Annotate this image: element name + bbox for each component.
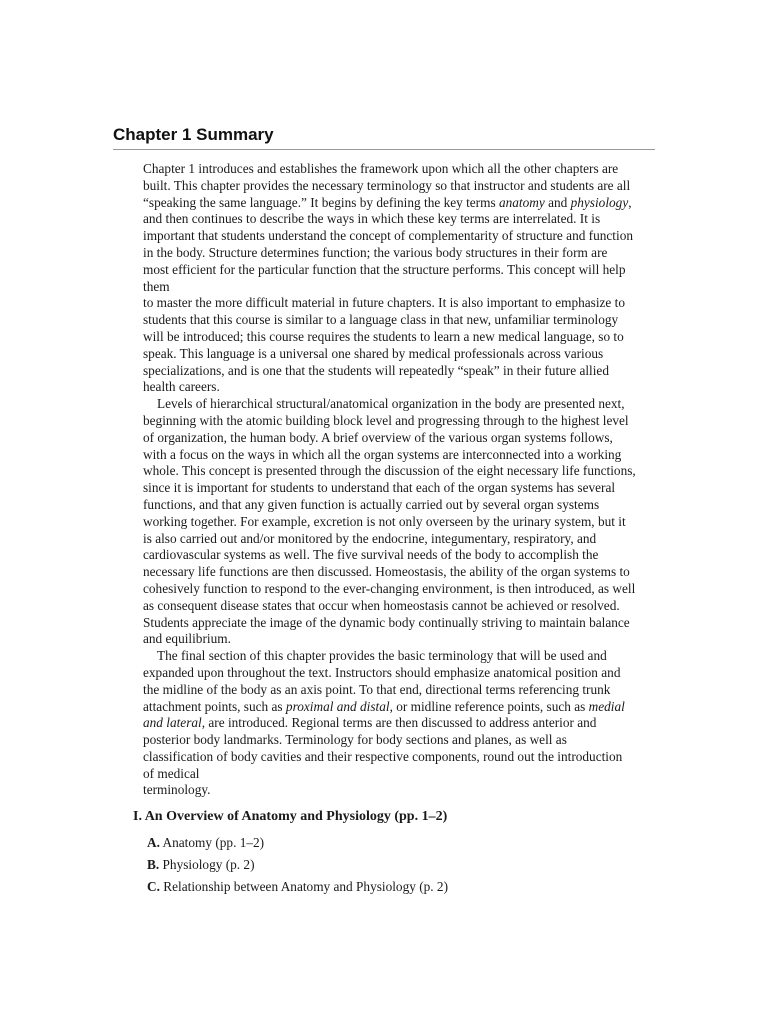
summary-line: cohesively function to respond to the ever-changing environment, is then introduced, as well: [143, 580, 636, 596]
summary-line: [143, 195, 663, 212]
summary-line: cardiovascular systems as well. The five survival needs of the body to accomplish the: [143, 547, 599, 563]
outline-item-text: Physiology (p. 2): [162, 857, 255, 872]
chapter-title: Chapter 1 Summary: [113, 125, 274, 144]
summary-line: The final section of this chapter provides the basic terminology that will be used and: [157, 648, 607, 664]
summary-line: and equilibrium.: [143, 631, 231, 647]
summary-text: ,: [628, 194, 632, 210]
outline-item: [133, 854, 673, 876]
summary-line: since it is important for students to understand that each of the organ systems has several: [143, 480, 616, 496]
summary-text: , are introduced. Regional terms are then discussed to address anterior and: [201, 715, 597, 731]
summary-line: functions, and that any given function is actually carried out by several organ systems: [143, 496, 600, 512]
outline-section-number: I.: [133, 809, 142, 824]
summary-line: and then continues to describe the ways in which these key terms are interrelated. It is: [143, 211, 601, 227]
summary-line: is also carried out and/or monitored by the endocrine, integumentary, respiratory, and: [143, 530, 597, 546]
summary-line: [143, 699, 663, 716]
summary-line: classification of body cavities and their respective components, round out the introduction: [143, 748, 623, 764]
outline-item-letter: A.: [147, 835, 160, 850]
summary-line: them: [143, 278, 170, 294]
summary-line: expanded upon throughout the text. Instructors should emphasize anatomical position and: [143, 664, 621, 680]
title-divider: [113, 149, 655, 150]
outline-section-title: An Overview of Anatomy and Physiology (pp. 1–2): [144, 809, 448, 824]
outline-item: [133, 832, 673, 854]
summary-line: Chapter 1 introduces and establishes the framework upon which all the other chapters are: [143, 161, 619, 176]
emphasized-term: medial: [588, 698, 625, 714]
summary-line: will be introduced; this course requires the students to learn a new medical language, so to: [143, 328, 624, 344]
summary-line: most efficient for the particular function that the structure performs. This concept will help: [143, 261, 626, 277]
summary-line: specializations, and is one that the students will repeatedly “speak” in their future allied: [143, 362, 609, 378]
summary-line: whole. This concept is presented through the discussion of the eight necessary life functions,: [143, 463, 636, 479]
summary-line: posterior body landmarks. Terminology for body sections and planes, as well as: [143, 732, 567, 748]
summary-line: with a focus on the ways in which all the organ systems are interconnected into a working: [143, 446, 622, 462]
summary-line: [143, 715, 663, 732]
summary-line: built. This chapter provides the necessary terminology so that instructor and students are all: [143, 177, 631, 193]
summary-line: the midline of the body as an axis point. To that end, directional terms referencing trunk: [143, 681, 611, 697]
summary-line: health careers.: [143, 379, 220, 395]
summary-line: Students appreciate the image of the dynamic body continually striving to maintain balance: [143, 614, 630, 630]
summary-line: of medical: [143, 765, 200, 781]
summary-text: , or midline reference points, such as: [389, 698, 589, 714]
summary-line: terminology.: [143, 782, 211, 798]
outline-item-text: Relationship between Anatomy and Physiology (p. 2): [163, 879, 449, 894]
summary-line: Levels of hierarchical structural/anatomical organization in the body are presented next,: [157, 396, 625, 412]
outline-item-letter: C.: [147, 879, 160, 894]
outline-item-letter: B.: [147, 857, 160, 872]
summary-text: and: [544, 194, 571, 210]
outline: [133, 806, 673, 898]
summary-line: important that students understand the concept of complementarity of structure and function: [143, 228, 633, 244]
summary-line: necessary life functions are then discussed. Homeostasis, the ability of the organ systems to: [143, 564, 630, 580]
summary-line: of organization, the human body. A brief overview of the various organ systems follows,: [143, 429, 613, 445]
summary-line: working together. For example, excretion is not only overseen by the urinary system, but it: [143, 513, 626, 529]
emphasized-term: proximal and distal: [285, 698, 390, 714]
outline-item: [133, 876, 673, 898]
summary-line: in the body. Structure determines function; the various body structures in their form are: [143, 244, 608, 260]
outline-section-heading: [133, 806, 673, 828]
summary-line: to master the more difficult material in future chapters. It is also important to emphasize to: [143, 295, 625, 311]
summary-line: speak. This language is a universal one shared by medical professionals across various: [143, 345, 604, 361]
outline-item-text: Anatomy (pp. 1–2): [162, 835, 265, 850]
summary-text: “speaking the same language.” It begins by defining the key terms: [143, 194, 499, 210]
summary-body: [143, 161, 663, 799]
summary-line: beginning with the atomic building block level and progressing through to the highest level: [143, 412, 629, 428]
emphasized-term: and lateral: [143, 715, 202, 731]
emphasized-term: anatomy: [498, 194, 545, 210]
summary-line: students that this course is similar to a language class in that new, unfamiliar terminology: [143, 312, 619, 328]
emphasized-term: physiology: [570, 194, 629, 210]
summary-text: attachment points, such as: [143, 698, 286, 714]
summary-line: as consequent disease states that occur when homeostasis cannot be achieved or resolved.: [143, 597, 620, 613]
